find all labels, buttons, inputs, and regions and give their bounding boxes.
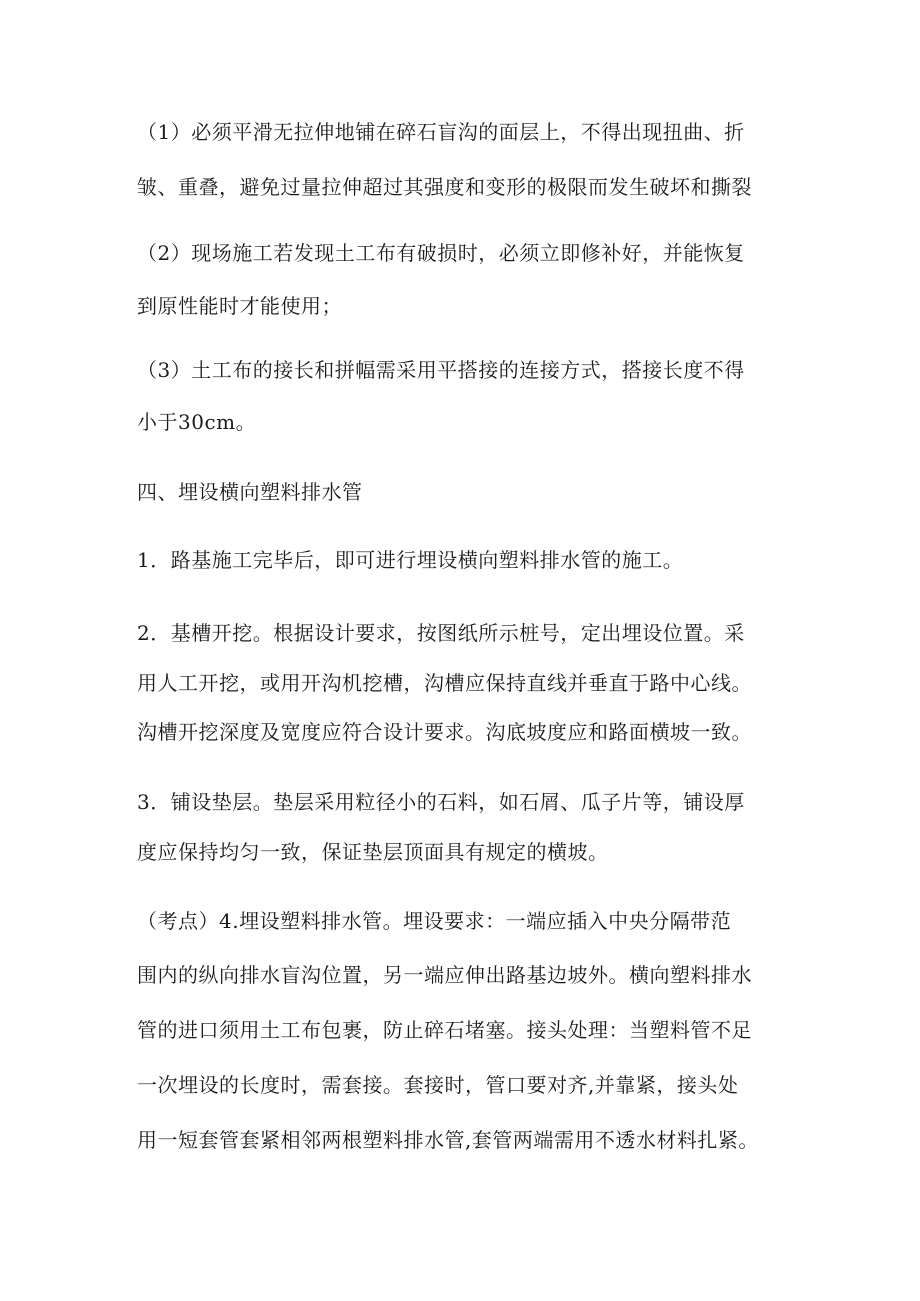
- step-1-line-1: 1．路基施工完毕后，即可进行埋设横向塑料排水管的施工。: [137, 548, 684, 572]
- item-2-line-2: 到原性能时才能使用；: [137, 294, 342, 318]
- item-1-line-2: 皱、重叠，避免过量拉伸超过其强度和变形的极限而发生破坏和撕裂: [137, 175, 752, 199]
- step-2-line-1: 2．基槽开挖。根据设计要求，按图纸所示桩号，定出埋设位置。采: [137, 621, 745, 645]
- item-1-line-1: （1）必须平滑无拉伸地铺在碎石盲沟的面层上，不得出现扭曲、折: [137, 120, 745, 144]
- step-4-line-1: （考点）4.埋设塑料排水管。埋设要求：一端应插入中央分隔带范: [137, 909, 732, 933]
- step-4-line-5: 用一短套管套紧相邻两根塑料排水管,套管两端需用不透水材料扎紧。: [137, 1128, 759, 1152]
- section-heading: 四、埋设横向塑料排水管: [137, 480, 363, 504]
- step-3-line-2: 度应保持均匀一致，保证垫层顶面具有规定的横坡。: [137, 840, 609, 864]
- step-3-line-1: 3．铺设垫层。垫层采用粒径小的石料，如石屑、瓜子片等，铺设厚: [137, 790, 745, 814]
- step-4-line-4: 一次埋设的长度时，需套接。套接时，管口要对齐,并靠紧，接头处: [137, 1073, 739, 1097]
- step-4-line-3: 管的进口须用土工布包裹，防止碎石堵塞。接头处理：当塑料管不足: [137, 1018, 752, 1042]
- step-4-line-2: 围内的纵向排水盲沟位置，另一端应伸出路基边坡外。横向塑料排水: [137, 963, 752, 987]
- item-3-line-1: （3）土工布的接长和拼幅需采用平搭接的连接方式，搭接长度不得: [137, 358, 745, 382]
- item-2-line-1: （2）现场施工若发现土工布有破损时，必须立即修补好，并能恢复: [137, 241, 745, 265]
- step-2-line-3: 沟槽开挖深度及宽度应符合设计要求。沟底坡度应和路面横坡一致。: [137, 720, 752, 744]
- step-2-line-2: 用人工开挖，或用开沟机挖槽，沟槽应保持直线并垂直于路中心线。: [137, 671, 752, 695]
- item-3-line-2: 小于30cm。: [137, 410, 257, 434]
